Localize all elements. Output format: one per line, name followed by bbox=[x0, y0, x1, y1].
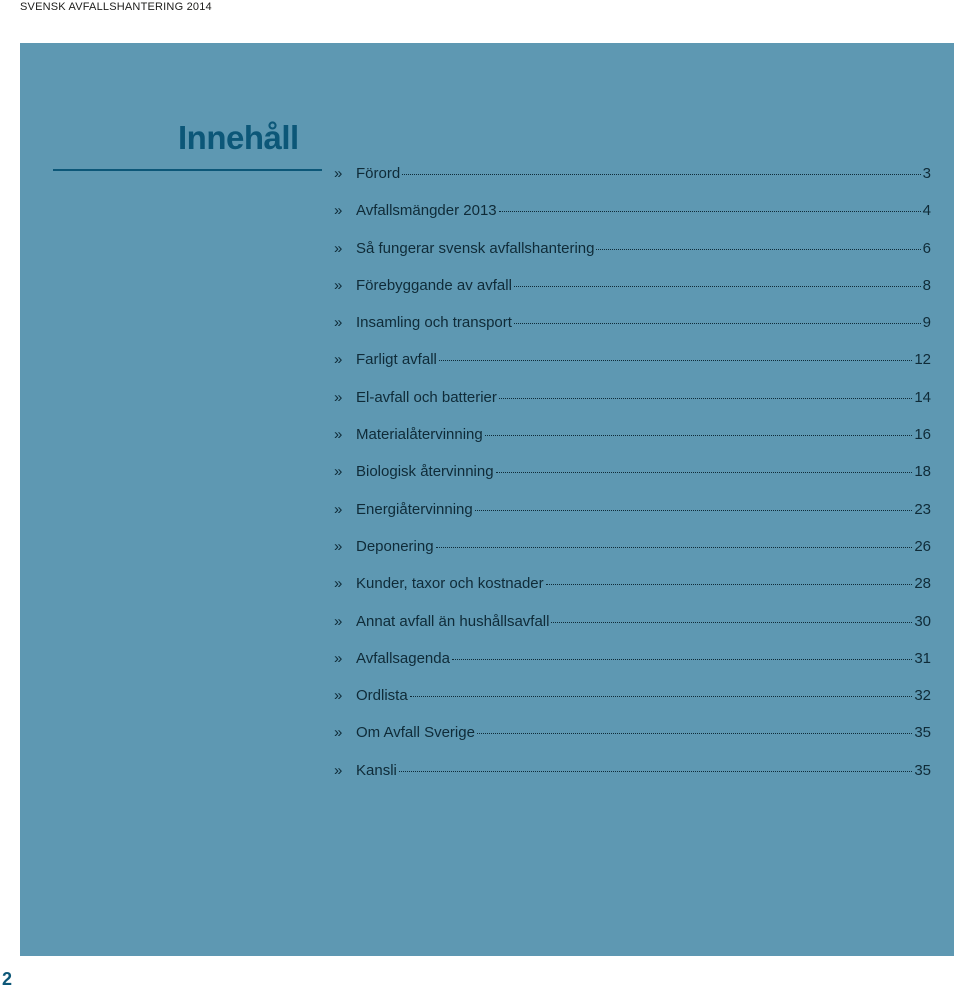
toc-bullet: » bbox=[334, 165, 343, 182]
toc-bullet: » bbox=[334, 426, 343, 444]
toc-entry[interactable] bbox=[334, 422, 931, 459]
toc-entry[interactable] bbox=[334, 385, 931, 422]
toc-bullet: » bbox=[334, 612, 343, 630]
toc-entry-label: Ordlista bbox=[356, 687, 408, 705]
toc-entry[interactable] bbox=[334, 161, 931, 198]
toc-entry-page: 23 bbox=[914, 500, 931, 518]
toc-entry-label: Förebyggande av avfall bbox=[356, 276, 512, 294]
toc-bullet: » bbox=[334, 388, 343, 406]
page-number: 2 bbox=[2, 969, 13, 989]
toc-entry-page: 26 bbox=[914, 537, 931, 555]
toc-bullet: » bbox=[334, 537, 343, 555]
toc-entry-label: Förord bbox=[356, 165, 401, 182]
dot-leader bbox=[475, 510, 913, 511]
dot-leader bbox=[410, 696, 913, 697]
dot-leader bbox=[477, 733, 912, 734]
toc-bullet: » bbox=[334, 500, 343, 518]
dot-leader bbox=[596, 249, 920, 250]
toc-bullet: » bbox=[334, 724, 343, 742]
toc-entry-label: Insamling och transport bbox=[356, 314, 512, 332]
toc-entry[interactable] bbox=[334, 534, 931, 571]
toc-entry[interactable] bbox=[334, 609, 931, 646]
toc-entry[interactable] bbox=[334, 646, 931, 683]
dot-leader bbox=[402, 174, 920, 175]
toc-entry-page: 35 bbox=[914, 761, 931, 779]
table-of-contents bbox=[334, 161, 931, 795]
toc-entry-label: Avfallsmängder 2013 bbox=[356, 202, 497, 220]
toc-entry-page: 3 bbox=[922, 165, 931, 182]
dot-leader bbox=[499, 398, 912, 399]
toc-entry-label: Kunder, taxor och kostnader bbox=[356, 575, 544, 593]
toc-panel bbox=[20, 43, 954, 956]
toc-entry-label: Biologisk återvinning bbox=[356, 463, 494, 481]
toc-entry[interactable] bbox=[334, 571, 931, 608]
dot-leader bbox=[436, 547, 913, 548]
toc-bullet: » bbox=[334, 351, 343, 369]
dot-leader bbox=[551, 622, 912, 623]
toc-entry-label: Kansli bbox=[356, 761, 397, 779]
toc-entry[interactable] bbox=[334, 310, 931, 347]
toc-entry-page: 30 bbox=[914, 612, 931, 630]
toc-entry[interactable] bbox=[334, 683, 931, 720]
dot-leader bbox=[496, 472, 913, 473]
toc-entry-page: 12 bbox=[914, 351, 931, 369]
toc-entry-label: Deponering bbox=[356, 537, 434, 555]
toc-bullet: » bbox=[334, 276, 343, 294]
running-header: SVENSK AVFALLSHANTERING 2014 bbox=[20, 1, 212, 13]
toc-entry-label: El-avfall och batterier bbox=[356, 388, 497, 406]
toc-entry-label: Farligt avfall bbox=[356, 351, 437, 369]
toc-entry-page: 4 bbox=[922, 202, 931, 220]
toc-entry-page: 31 bbox=[914, 649, 931, 667]
toc-entry-page: 6 bbox=[922, 239, 931, 257]
toc-entry[interactable] bbox=[334, 758, 931, 795]
dot-leader bbox=[399, 771, 912, 772]
toc-entry-page: 16 bbox=[914, 426, 931, 444]
toc-bullet: » bbox=[334, 314, 343, 332]
page-title: Innehåll bbox=[178, 119, 299, 156]
toc-entry[interactable] bbox=[334, 720, 931, 757]
toc-entry-label: Så fungerar svensk avfallshantering bbox=[356, 239, 595, 257]
toc-entry[interactable] bbox=[334, 236, 931, 273]
toc-bullet: » bbox=[334, 761, 343, 779]
toc-entry[interactable] bbox=[334, 273, 931, 310]
toc-bullet: » bbox=[334, 649, 343, 667]
dot-leader bbox=[546, 584, 913, 585]
dot-leader bbox=[439, 360, 912, 361]
toc-entry-label: Avfallsagenda bbox=[356, 649, 450, 667]
toc-entry-page: 8 bbox=[922, 276, 931, 294]
toc-bullet: » bbox=[334, 239, 343, 257]
toc-entry-page: 18 bbox=[914, 463, 931, 481]
dot-leader bbox=[452, 659, 912, 660]
toc-entry-page: 14 bbox=[914, 388, 931, 406]
toc-entry-label: Om Avfall Sverige bbox=[356, 724, 475, 742]
title-divider bbox=[53, 169, 322, 171]
toc-entry-label: Materialåtervinning bbox=[356, 426, 483, 444]
dot-leader bbox=[499, 211, 921, 212]
toc-bullet: » bbox=[334, 575, 343, 593]
toc-entry[interactable] bbox=[334, 347, 931, 384]
toc-bullet: » bbox=[334, 463, 343, 481]
toc-entry-label: Annat avfall än hushållsavfall bbox=[356, 612, 550, 630]
toc-entry[interactable] bbox=[334, 497, 931, 534]
toc-entry[interactable] bbox=[334, 459, 931, 496]
dot-leader bbox=[514, 286, 921, 287]
dot-leader bbox=[485, 435, 913, 436]
toc-entry[interactable] bbox=[334, 198, 931, 235]
toc-entry-page: 9 bbox=[922, 314, 931, 332]
toc-entry-page: 28 bbox=[914, 575, 931, 593]
toc-entry-page: 35 bbox=[914, 724, 931, 742]
toc-bullet: » bbox=[334, 202, 343, 220]
toc-entry-page: 32 bbox=[914, 687, 931, 705]
toc-bullet: » bbox=[334, 687, 343, 705]
toc-entry-label: Energiåtervinning bbox=[356, 500, 473, 518]
dot-leader bbox=[514, 323, 921, 324]
